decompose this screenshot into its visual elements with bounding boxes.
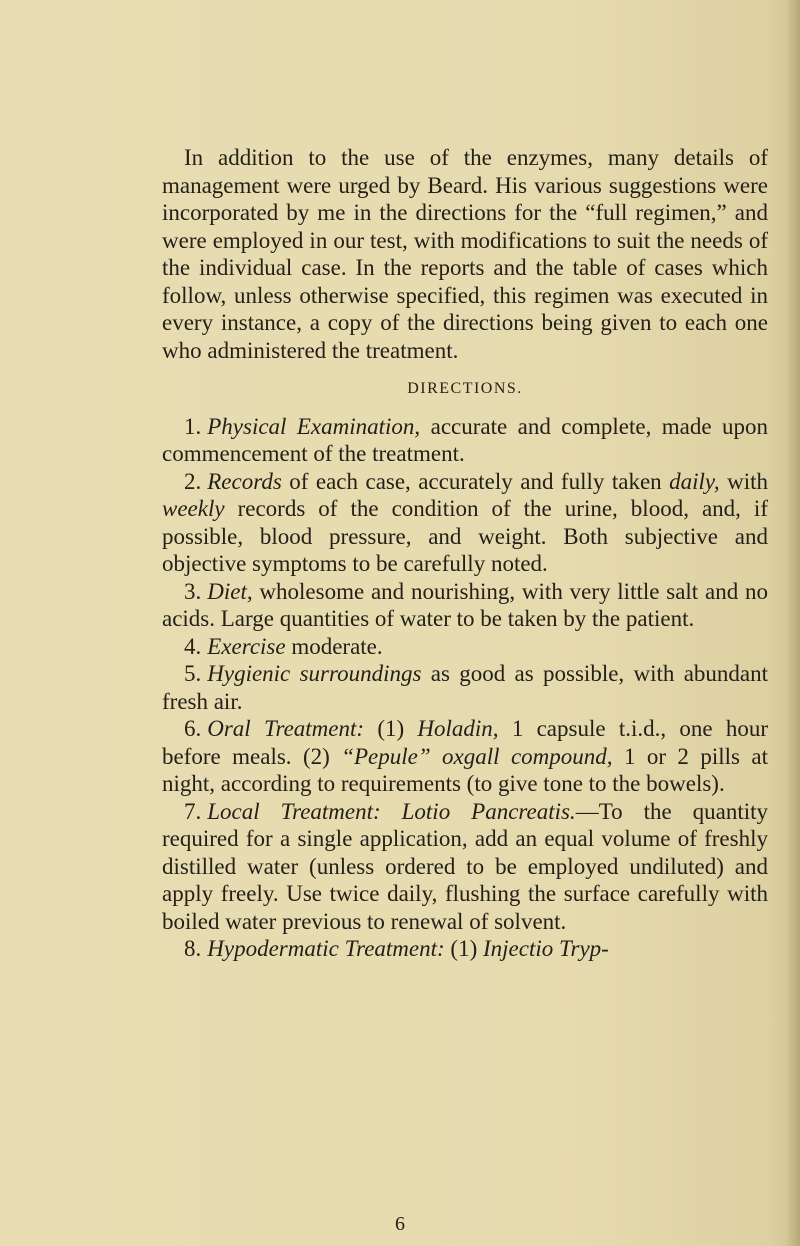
item-text: with (719, 468, 768, 494)
page-text (162, 144, 768, 963)
item-emphasis: Injectio Tryp- (483, 936, 609, 961)
item-number: 2. (184, 468, 202, 494)
item-emphasis: Holadin, (417, 716, 499, 741)
item-title: Diet, (207, 578, 253, 604)
direction-item-1 (162, 413, 768, 468)
item-text: (1) (444, 936, 483, 961)
item-text: accurate and complete, made upon commencement of the treatment. (162, 413, 768, 466)
item-title: Hygienic surroundings (207, 661, 422, 686)
item-text: 1 capsule t.i.d., one hour before meals. (2) (162, 716, 768, 769)
item-number: 6. (184, 716, 202, 741)
item-text: as good as possible, with abundant fresh air. (162, 661, 769, 714)
direction-item-6 (162, 715, 768, 798)
page-number: 6 (395, 1213, 405, 1235)
item-number: 1. (184, 413, 202, 439)
item-number: 5. (184, 661, 202, 686)
direction-item-4 (162, 633, 768, 661)
item-text: wholesome and nourishing, with very little salt and no acids. Large quantities of water to be taken by the patient. (162, 578, 768, 631)
page-edge-shadow (786, 0, 800, 1246)
item-text: records of the condition of the urine, blood, and, if possible, blood pressure, and weight. Both subjective and objective symptoms to be carefully noted. (162, 496, 768, 576)
intro-paragraph: In addition to the use of the enzymes, many details of management were urged by Beard. His various suggestions were incorporated by me in the directions for the “full regimen,” and were employed in our test, with modifications to suit the needs of the individual case. In the reports and the table of cases which follow, unless otherwise specified, this regimen was executed in every instance, a copy of the directions being given to each one who administered the treatment. (162, 145, 768, 363)
item-emphasis: weekly (162, 496, 225, 521)
item-title: Local Treatment: Lotio Pancreatis. (207, 798, 576, 824)
direction-item-5 (162, 660, 768, 715)
directions-heading: DIRECTIONS. (407, 380, 523, 397)
item-number: 7. (184, 798, 202, 824)
direction-item-8 (162, 935, 768, 963)
item-text: moderate. (285, 633, 383, 659)
item-title: Oral Treatment: (207, 716, 365, 741)
item-title: Hypodermatic Treatment: (207, 936, 445, 961)
item-title: Records (207, 468, 282, 494)
item-title: Exercise (207, 633, 286, 659)
item-number: 4. (184, 633, 202, 659)
direction-item-2 (162, 468, 768, 578)
item-text: —To the quantity required for a single application, add an equal volume of freshly distilled water (unless ordered to be employed undiluted) and apply freely. Use twice daily, flushing the surface carefully with boiled water previous to renewal of solvent. (162, 798, 769, 934)
item-number: 8. (184, 936, 202, 961)
item-emphasis: “Pepule” oxgall compound, (341, 743, 613, 769)
item-emphasis: daily, (669, 468, 720, 494)
item-number: 3. (184, 578, 202, 604)
direction-item-3 (162, 578, 768, 633)
item-text: 1 or 2 pills at night, according to requirements (to give tone to the bowels). (162, 743, 768, 796)
direction-item-7 (162, 798, 768, 936)
item-text: of each case, accurately and fully taken (281, 468, 670, 494)
item-text: (1) (364, 716, 418, 741)
item-title: Physical Examination, (207, 413, 421, 439)
